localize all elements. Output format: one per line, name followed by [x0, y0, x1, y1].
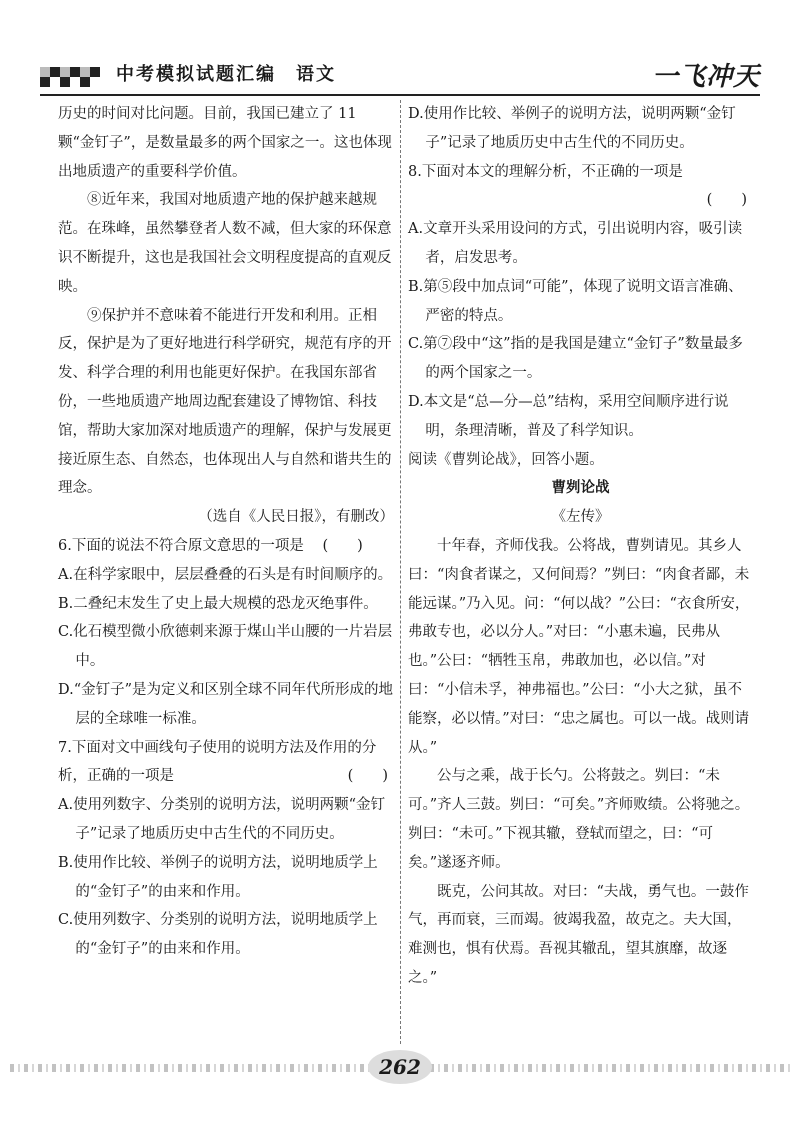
book-title: 中考模拟试题汇编 语文 — [116, 64, 336, 85]
answer-paren: ( ) — [322, 537, 363, 554]
reading-prompt: 阅读《曹刿论战》，回答小题。 — [408, 451, 604, 468]
passage-paragraph: ⑧近年来，我国对地质遗产地的保护越来越规范。在珠峰，虽然攀登者人数不减，但大家的环保意识不断提升，这也是我国社会文明程度提高的直观反映。 — [58, 192, 392, 295]
brand-logo: 一飞冲天 — [651, 62, 760, 92]
question-6-option-d: D.“金钉子”是为定义和区别全球不同年代所形成的地层的全球唯一标准。 — [58, 681, 394, 727]
right-column — [408, 100, 753, 993]
article-paragraph: 既克，公问其故。对曰：“夫战，勇气也。一鼓作气，再而衰，三而竭。彼竭我盈，故克之。夫大国，难测也，惧有伏焉。吾视其辙乱，望其旗靡，故逐之。” — [408, 883, 749, 986]
question-7-stem: 7.下面对文中画线句子使用的说明方法及作用的分析，正确的一项是 — [58, 739, 377, 785]
passage-source: （选自《人民日报》，有删改） — [198, 509, 394, 526]
question-8-stem: 8.下面对本文的理解分析，不正确的一项是 — [408, 163, 683, 180]
question-8-option-c: C.第⑦段中“这”指的是我国是建立“金钉子”数量最多的两个国家之一。 — [408, 336, 743, 382]
question-8-option-d: D.本文是“总—分—总”结构，采用空间顺序进行说明，条理清晰，普及了科学知识。 — [408, 393, 729, 439]
question-8-option-b: B.第⑤段中加点词“可能”，体现了说明文语言准确、严密的特点。 — [408, 278, 743, 324]
checker-pattern-icon — [40, 62, 100, 92]
question-7-option-b: B.使用作比较、举例子的说明方法，说明地质学上的“金钉子”的由来和作用。 — [58, 854, 378, 900]
article-paragraph: 公与之乘，战于长勺。公将鼓之。刿曰：“未可。”齐人三鼓。刿曰：“可矣。”齐师败绩。公将驰之。刿曰：“未可。”下视其辙，登轼而望之，曰：“可矣。”遂逐齐师。 — [408, 768, 750, 871]
answer-paren: ( ) — [706, 192, 747, 209]
question-6-option-a: A.在科学家眼中，层层叠叠的石头是有时间顺序的。 — [58, 566, 393, 583]
column-divider — [400, 100, 401, 1044]
page-header — [40, 56, 760, 96]
question-6-option-c: C.化石模型微小欣德刺来源于煤山半山腰的一片岩层中。 — [58, 624, 393, 670]
page-footer — [0, 1048, 800, 1088]
question-7-option-a: A.使用列数字、分类别的说明方法，说明两颗“金钉子”记录了地质历史中古生代的不同历史。 — [58, 797, 385, 842]
answer-paren: ( ) — [347, 768, 388, 785]
article-source: 《左传》 — [551, 509, 610, 526]
question-6-stem: 6.下面的说法不符合原文意思的一项是 ( ) — [58, 537, 363, 554]
page-number: 262 — [368, 1050, 432, 1084]
header-rule — [40, 94, 760, 96]
question-7-option-c: C.使用列数字、分类别的说明方法，说明地质学上的“金钉子”的由来和作用。 — [58, 912, 378, 958]
article-paragraph: 十年春，齐师伐我。公将战，曹刿请见。其乡人曰：“肉食者谋之，又何间焉？”刿曰：“肉食者鄙，未能远谋。”乃入见。问：“何以战？”公曰：“衣食所安，弗敢专也，必以分人。”对曰：“小惠未遍，民弗从也。”公曰：“牺牲玉帛，弗敢加也，必以信。”对曰：“小信未孚，神弗福也。”公曰：“小大之狱，虽不能察，必以情。”对曰：“忠之属也。可以一战。战则请从。” — [408, 537, 750, 756]
article-title: 曹刿论战 — [551, 479, 610, 497]
question-7-option-d: D.使用作比较、举例子的说明方法，说明两颗“金钉子”记录了地质历史中古生代的不同历史。 — [408, 106, 736, 151]
left-column — [58, 100, 394, 964]
question-6-option-b: B.二叠纪末发生了史上最大规模的恐龙灭绝事件。 — [58, 595, 378, 612]
question-8-option-a: A.文章开头采用设问的方式，引出说明内容，吸引读者，启发思考。 — [408, 221, 743, 266]
passage-paragraph: 历史的时间对比问题。目前，我国已建立了 11 颗“金钉子”，是数量最多的两个国家之一。这也体现出地质遗产的重要科学价值。 — [58, 106, 392, 180]
passage-paragraph: ⑨保护并不意味着不能进行开发和利用。正相反，保护是为了更好地进行科学研究，规范有序的开发、科学合理的利用也能更好保护。在我国东部省份，一些地质遗产地周边配套建设了博物馆、科技馆，帮助大家加深对地质遗产的理解，保护与发展更接近原生态、自然态，也体现出人与自然和谐共生的理念。 — [58, 307, 392, 497]
